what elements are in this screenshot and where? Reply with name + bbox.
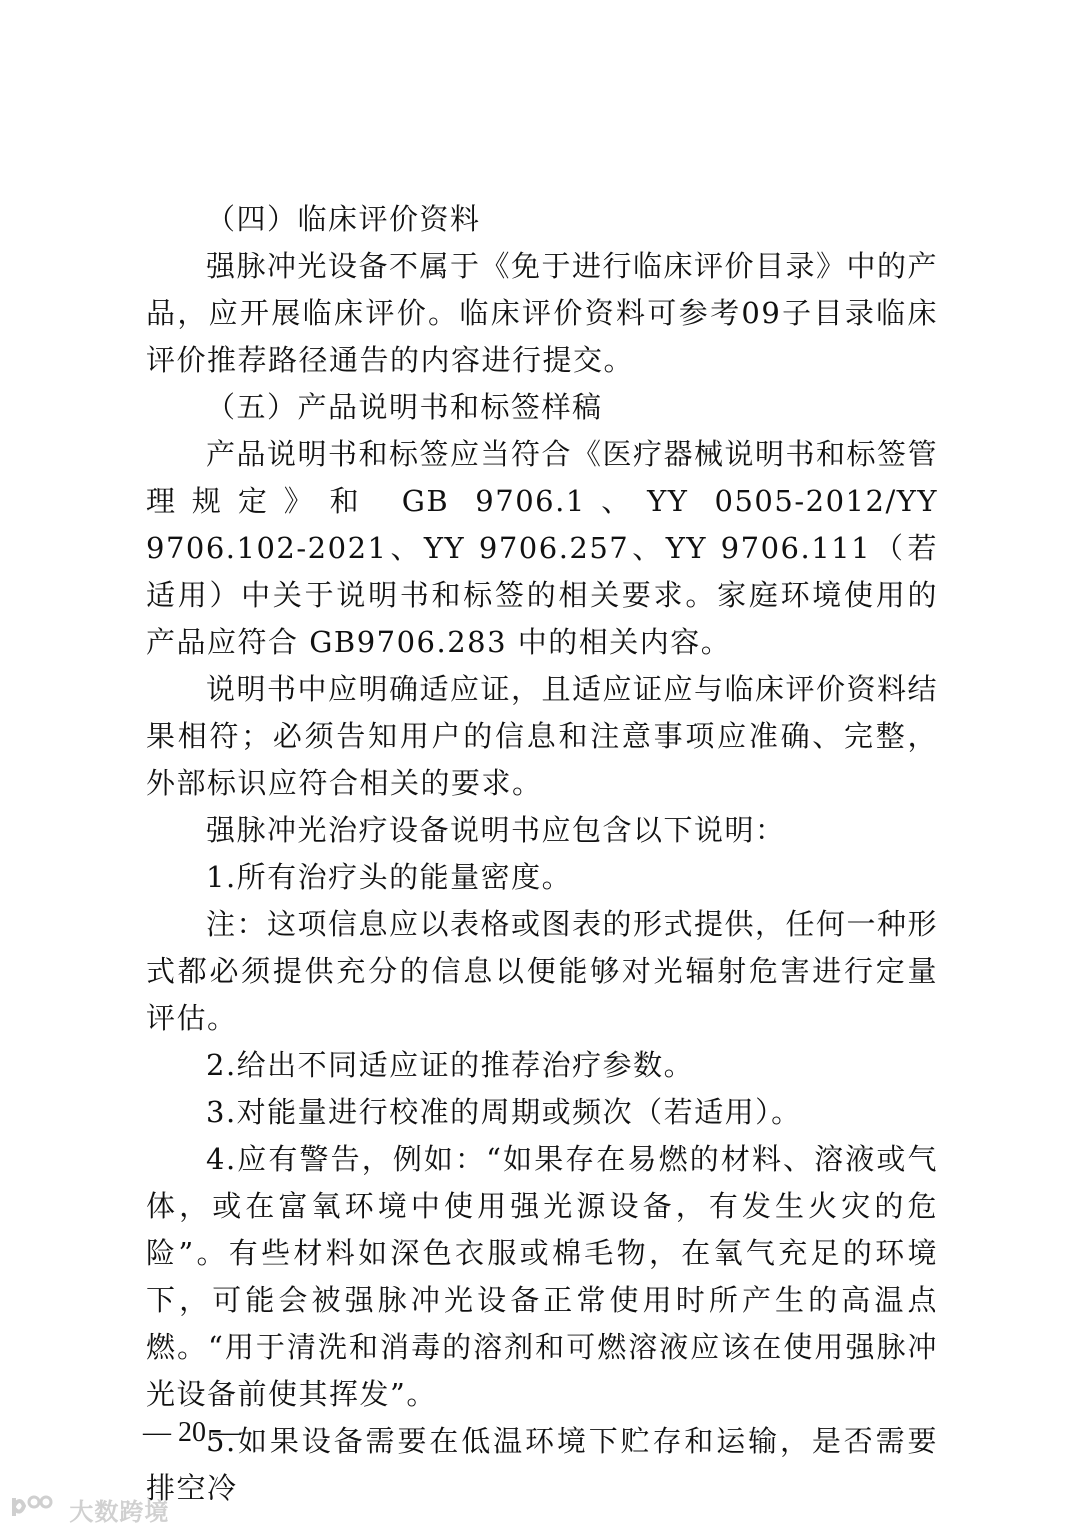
- section-heading-4: （四）临床评价资料: [206, 202, 481, 236]
- paragraph: 说明书中应明确适应证，且适应证应与临床评价资料结果相符；必须告知用户的信息和注意事项应准确、完整，外部标识应符合相关的要求。: [146, 672, 939, 800]
- list-item: 1.所有治疗头的能量密度。: [206, 860, 573, 894]
- paragraph: 强脉冲光设备不属于《免于进行临床评价目录》中的产品，应开展临床评价。临床评价资料可参考09子目录临床评价推荐路径通告的内容进行提交。: [146, 249, 939, 377]
- section-heading-5: （五）产品说明书和标签样稿: [206, 390, 603, 424]
- document-page: [146, 196, 938, 1512]
- list-item: 3.对能量进行校准的周期或频次（若适用）。: [206, 1095, 802, 1129]
- paragraph: 强脉冲光治疗设备说明书应包含以下说明：: [206, 813, 786, 847]
- watermark-text: 大数跨境: [69, 1498, 170, 1526]
- list-item: 2.给出不同适应证的推荐治疗参数。: [206, 1048, 695, 1082]
- watermark: [10, 1492, 169, 1527]
- paragraph: 产品说明书和标签应当符合《医疗器械说明书和标签管理规定》和 GB 9706.1、YY 0505-2012/YY 9706.102-2021、YY 9706.257、YY 9706.111（若适用）中关于说明书和标签的相关要求。家庭环境使用的产品应符合 GB9706.283 中的相关内容。: [146, 437, 939, 659]
- page-number: — 20 —: [143, 1417, 241, 1448]
- list-item: 5.如果设备需要在低温环境下贮存和运输，是否需要排空冷: [146, 1424, 938, 1505]
- watermark-logo-icon: [10, 1494, 54, 1526]
- list-item: 4.应有警告，例如：“如果存在易燃的材料、溶液或气体，或在富氧环境中使用强光源设备，有发生火灾的危险”。有些材料如深色衣服或棉毛物，在氧气充足的环境下，可能会被强脉冲光设备正常使用时所产生的高温点燃。“用于清洗和消毒的溶剂和可燃溶液应该在使用强脉冲光设备前使其挥发”。: [146, 1142, 938, 1411]
- note: 注：这项信息应以表格或图表的形式提供，任何一种形式都必须提供充分的信息以便能够对光辐射危害进行定量评估。: [146, 907, 939, 1035]
